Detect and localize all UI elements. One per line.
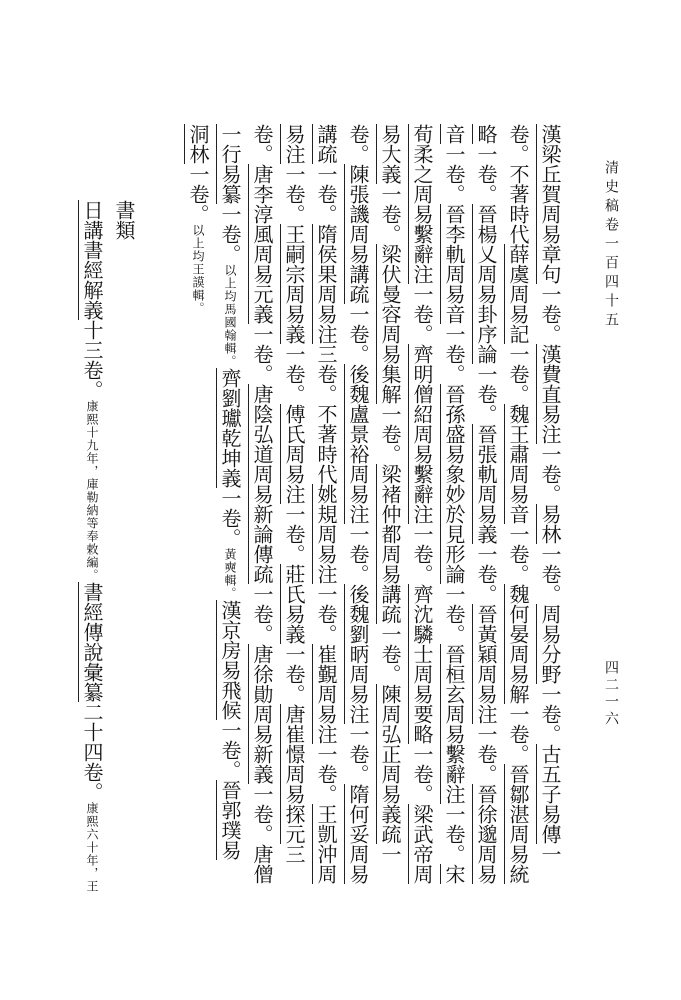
- text-segment: 一卷。: [250, 324, 274, 384]
- book-title: 書經傳說彙纂: [80, 582, 104, 702]
- text-segment: 三卷。不著時代: [314, 344, 338, 484]
- book-title: 周易分野: [538, 604, 562, 684]
- book-title: 漢京房易飛候: [218, 600, 242, 720]
- text-segment: 一卷。: [474, 724, 498, 784]
- text-segment: 一卷。: [474, 364, 498, 424]
- book-title: 晉孫盛易象妙於見形論: [442, 384, 466, 584]
- text-segment: 一卷。: [410, 744, 434, 804]
- book-title: 晉鄒湛周易統: [506, 764, 530, 884]
- book-title: 晉桓玄周易繫辭注: [442, 644, 466, 804]
- text-column: [310, 124, 342, 924]
- book-title: 隋侯果周易注: [314, 224, 338, 344]
- text-segment: 十三卷。: [80, 320, 104, 400]
- text-segment: 一卷。: [442, 324, 466, 384]
- text-column: [406, 124, 438, 924]
- editor-note: 以上均馬國翰輯。: [223, 264, 237, 368]
- book-title: 日講書經解義: [80, 200, 104, 320]
- text-segment: 一卷。: [314, 164, 338, 224]
- text-segment: 一卷。: [282, 164, 306, 224]
- text-segment: 卷。: [250, 124, 274, 164]
- text-segment: 一卷。唐僧: [250, 784, 274, 884]
- section-heading: 書類: [112, 200, 136, 240]
- book-title: 齊沈驎士周易要略: [410, 584, 434, 744]
- text-column: [534, 124, 566, 924]
- text-segment: 一卷。: [538, 444, 562, 504]
- book-title: 姚規周易注: [314, 484, 338, 584]
- book-title: 唐崔憬周易探元: [282, 704, 306, 844]
- book-title: 魏王肅周易音: [506, 404, 530, 524]
- page-number: 四二一六: [603, 660, 619, 728]
- text-segment: 一卷。: [442, 584, 466, 644]
- text-segment: 一卷。: [282, 644, 306, 704]
- book-title: 齊明僧紹周易繫辭注: [410, 344, 434, 524]
- text-segment: 一卷。: [538, 284, 562, 344]
- text-segment: 一卷。: [282, 504, 306, 564]
- book-title: 王嗣宗周易義: [282, 224, 306, 344]
- text-column: [342, 124, 374, 924]
- editor-note: 黃奭輯。: [223, 548, 237, 600]
- book-title: 陳張譏周易講疏: [346, 164, 370, 304]
- book-title: 晉徐邈周易: [474, 784, 498, 884]
- book-title: 漢費直易注: [538, 344, 562, 444]
- book-title: 梁伏曼容周易集解: [378, 244, 402, 404]
- book-title: 梁褚仲都周易講疏: [378, 464, 402, 624]
- text-segment: 一卷。: [218, 488, 242, 548]
- running-title: 清史稿卷一百四十五: [603, 160, 619, 331]
- text-segment: 一卷。: [538, 544, 562, 604]
- text-column: [374, 124, 406, 924]
- text-segment: 一卷。: [314, 744, 338, 804]
- text-segment: 卷。: [346, 124, 370, 164]
- section-entry-line: [76, 200, 108, 960]
- book-title: 晉楊乂周易卦序論: [474, 204, 498, 364]
- text-segment: 一卷。: [186, 164, 210, 224]
- text-segment: 一卷。: [538, 684, 562, 744]
- book-title: 陳周弘正周易義疏: [378, 684, 402, 844]
- book-title: 宋: [442, 864, 466, 884]
- book-title: 洞林: [186, 124, 210, 164]
- text-segment: 一: [538, 844, 562, 864]
- book-title: 荀柔之周易繫辭注: [410, 124, 434, 284]
- text-segment: 一卷。: [506, 344, 530, 404]
- book-title: 易大義: [378, 124, 402, 184]
- book-title: 略: [474, 124, 498, 144]
- text-column: [214, 124, 246, 924]
- book-title: 晉郭璞易: [218, 780, 242, 860]
- text-segment: 一卷。: [346, 524, 370, 584]
- book-title: 古五子易傳: [538, 744, 562, 844]
- book-title: 隋何妥周易: [346, 784, 370, 884]
- text-column: [278, 124, 310, 924]
- text-column: [182, 124, 214, 924]
- book-title: 易注: [282, 124, 306, 164]
- section-shu: [70, 200, 140, 960]
- book-title: 薛虞周易記: [506, 244, 530, 344]
- book-title: 傅氏周易注: [282, 404, 306, 504]
- book-title: 魏何晏周易解: [506, 584, 530, 704]
- book-title: 漢梁丘賀周易章句: [538, 124, 562, 284]
- text-segment: 一卷。: [410, 524, 434, 584]
- text-segment: 一卷。: [442, 804, 466, 864]
- text-segment: 二十四卷。: [80, 702, 104, 802]
- text-segment: 三: [282, 844, 306, 864]
- book-title: 崔覲周易注: [314, 644, 338, 744]
- text-segment: 卷。不著時代: [506, 124, 530, 244]
- text-column: [502, 124, 534, 924]
- text-segment: 一卷。: [410, 284, 434, 344]
- book-title: 後魏盧景裕周易注: [346, 364, 370, 524]
- text-segment: 一卷。: [378, 624, 402, 684]
- text-segment: 一卷。: [474, 144, 498, 204]
- book-title: 晉李軌周易音: [442, 204, 466, 324]
- text-column: [470, 124, 502, 924]
- book-title: 晉張軌周易義: [474, 424, 498, 544]
- text-segment: 一卷。: [346, 724, 370, 784]
- text-segment: 一卷。: [506, 704, 530, 764]
- text-segment: 一卷。: [506, 524, 530, 584]
- text-segment: 一卷。: [250, 584, 274, 644]
- book-title: 唐李淳風周易元義: [250, 164, 274, 324]
- text-segment: 一卷。: [314, 584, 338, 644]
- book-title: 王凱沖周: [314, 804, 338, 884]
- book-title: 唐徐勛周易新義: [250, 644, 274, 784]
- book-title: 齊劉瓛乾坤義: [218, 368, 242, 488]
- text-segment: 一卷。: [442, 144, 466, 204]
- editor-note: 康熙十九年，庫勒納等奉敕編。: [85, 400, 99, 582]
- text-segment: 一卷。: [346, 304, 370, 364]
- text-segment: 一卷。: [378, 184, 402, 244]
- book-title: 易林: [538, 504, 562, 544]
- text-segment: 一卷。: [378, 404, 402, 464]
- text-segment: 一: [378, 844, 402, 864]
- text-segment: 一卷。: [474, 544, 498, 604]
- book-title: 一行易纂: [218, 124, 242, 204]
- book-title: 莊氏易義: [282, 564, 306, 644]
- book-title: 講疏: [314, 124, 338, 164]
- text-segment: 一卷。: [218, 204, 242, 264]
- text-column: [246, 124, 278, 924]
- text-segment: 一卷。: [282, 344, 306, 404]
- book-title: 音: [442, 124, 466, 144]
- text-segment: 一卷。: [218, 720, 242, 780]
- editor-note: 康熙六十年，王: [85, 802, 99, 893]
- text-column: [438, 124, 470, 924]
- main-text: [170, 124, 566, 924]
- book-title: 梁武帝周: [410, 804, 434, 884]
- book-title: 後魏劉昞周易注: [346, 584, 370, 724]
- book-title: 唐陰弘道周易新論傳疏: [250, 384, 274, 584]
- book-title: 晉黃穎周易注: [474, 604, 498, 724]
- editor-note: 以上均王謨輯。: [191, 224, 205, 315]
